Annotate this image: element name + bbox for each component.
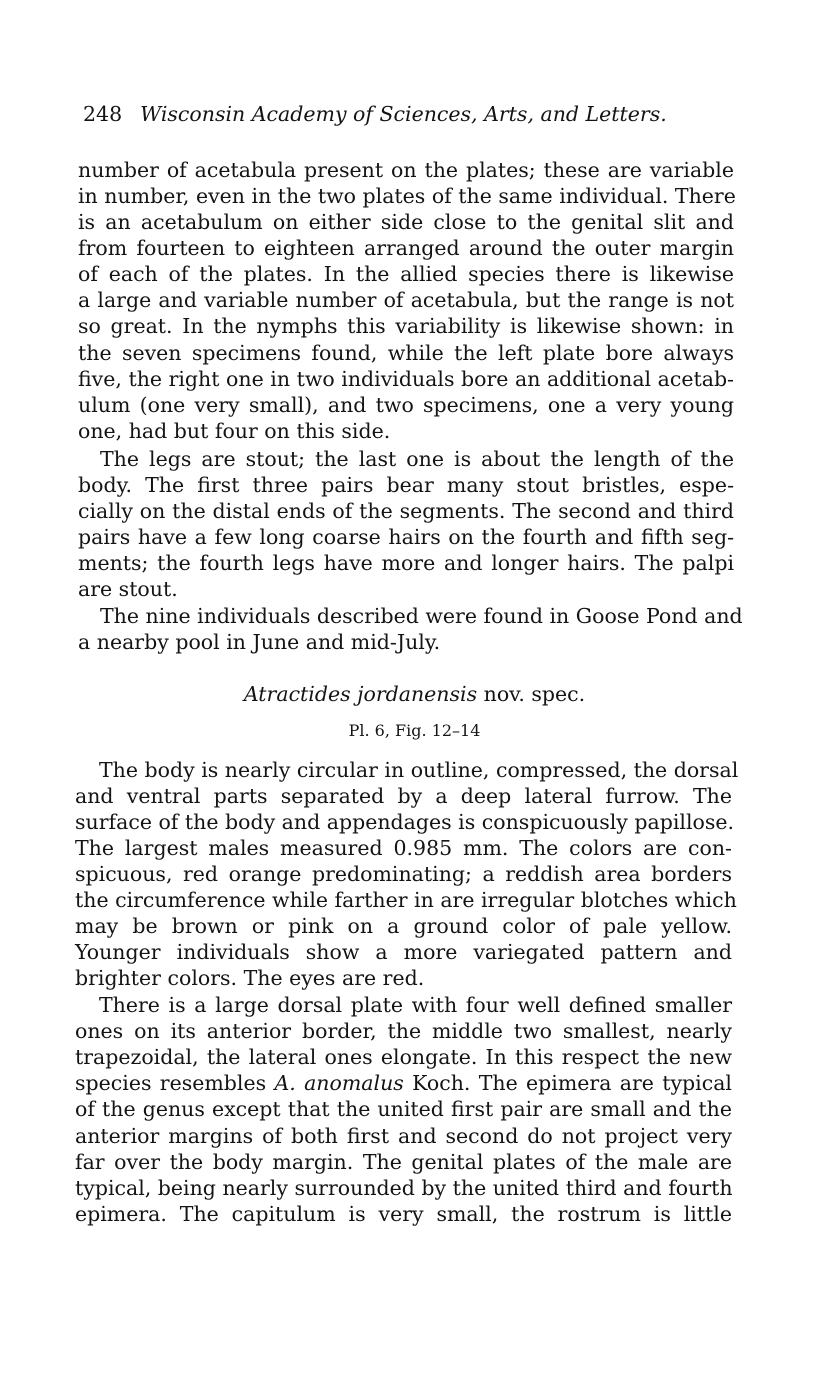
text-line: The body is nearly circular in outline, compressed, the dorsal bbox=[99, 758, 739, 782]
text-line: five, the right one in two individuals bore an additional acetab- bbox=[78, 367, 734, 391]
text-line: pairs have a few long coarse hairs on the fourth and fifth seg- bbox=[78, 525, 734, 549]
text-line: The nine individuals described were found in Goose Pond and bbox=[100, 604, 743, 628]
journal-title: Wisconsin Academy of Sciences, Arts, and Letters. bbox=[140, 102, 667, 126]
text-line: cially on the distal ends of the segments. The second and third bbox=[78, 499, 734, 523]
plate-reference: Pl. 6, Fig. 12–14 bbox=[348, 721, 481, 740]
text-line: brighter colors. The eyes are red. bbox=[75, 966, 425, 990]
text-line: ones on its anterior border, the middle two smallest, nearly bbox=[75, 1019, 732, 1043]
text-line: are stout. bbox=[78, 577, 178, 601]
text-line: far over the body margin. The genital plates of the male are bbox=[75, 1150, 732, 1174]
text-line: spicuous, red orange predominating; a reddish area borders bbox=[75, 862, 732, 886]
text-line: ulum (one very small), and two specimens, one a very young bbox=[78, 393, 734, 417]
text-line: body. The first three pairs bear many stout bristles, espe- bbox=[78, 473, 734, 497]
text-line: Younger individuals show a more variegated pattern and bbox=[75, 940, 732, 964]
text-line: one, had but four on this side. bbox=[78, 419, 391, 443]
page-number: 248 bbox=[83, 102, 123, 126]
text-line: trapezoidal, the lateral ones elongate. In this respect the new bbox=[75, 1045, 732, 1069]
text-line: the circumference while farther in are irregular blotches which bbox=[75, 888, 737, 912]
text-line: may be brown or pink on a ground color of pale yellow. bbox=[75, 914, 732, 938]
text-line: from fourteen to eighteen arranged around the outer margin bbox=[78, 236, 734, 260]
species-heading bbox=[0, 681, 829, 707]
text-line: ments; the fourth legs have more and longer hairs. The palpi bbox=[78, 551, 734, 575]
text-run: species resembles bbox=[75, 1071, 275, 1095]
text-line: is an acetabulum on either side close to the genital slit and bbox=[78, 210, 734, 234]
text-line: of the genus except that the united first pair are small and the bbox=[75, 1097, 732, 1121]
running-head bbox=[83, 101, 667, 127]
text-line: a nearby pool in June and mid-July. bbox=[78, 630, 441, 654]
text-line: the seven specimens found, while the left plate bore always bbox=[78, 341, 734, 365]
text-line: surface of the body and appendages is conspicuously papillose. bbox=[75, 810, 735, 834]
text-line: of each of the plates. In the allied species there is likewise bbox=[78, 262, 734, 286]
text-line: number of acetabula present on the plates; these are variable bbox=[78, 158, 734, 182]
text-line bbox=[75, 1070, 732, 1096]
species-citation: A. anomalus bbox=[274, 1071, 404, 1095]
text-line: anterior margins of both first and second do not project very bbox=[75, 1124, 732, 1148]
text-line: There is a large dorsal plate with four well defined smaller bbox=[99, 993, 732, 1017]
species-name: Atractides jordanensis bbox=[243, 682, 478, 706]
text-line: The largest males measured 0.985 mm. The colors are con- bbox=[75, 836, 732, 860]
text-line: in number, even in the two plates of the same individual. There bbox=[78, 184, 736, 208]
text-line: and ventral parts separated by a deep lateral furrow. The bbox=[75, 784, 732, 808]
text-line: a large and variable number of acetabula, but the range is not bbox=[78, 288, 734, 312]
text-run: Koch. The epimera are typical bbox=[403, 1071, 732, 1095]
species-suffix: nov. spec. bbox=[477, 682, 586, 706]
text-line: typical, being nearly surrounded by the united third and fourth bbox=[75, 1176, 733, 1200]
text-line: so great. In the nymphs this variability is likewise shown: in bbox=[78, 314, 734, 338]
text-line: epimera. The capitulum is very small, the rostrum is little bbox=[75, 1202, 732, 1226]
text-line: The legs are stout; the last one is about the length of the bbox=[100, 447, 734, 471]
